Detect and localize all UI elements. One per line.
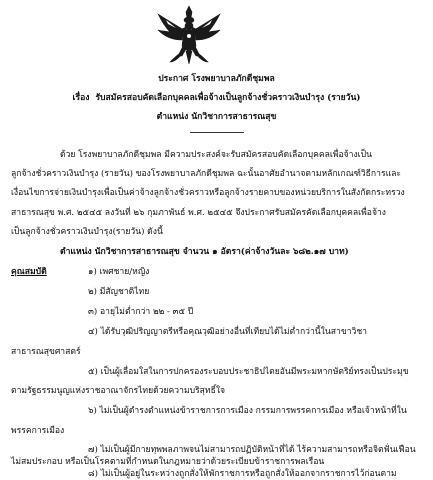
qualification-item-continued: พรรคการเมือง xyxy=(11,426,65,436)
title-divider xyxy=(190,132,244,133)
qualification-item: ๑) เพศชาย/หญิง xyxy=(88,267,150,277)
qualification-item: ๗) ไม่เป็นผู้มีกายทุพพลภาพจนไม่สามารถปฏิบัติหน้าที่ได้ ไร้ความสามารถหรือจิตฟั่นเฟือน xyxy=(88,445,416,455)
subject-text: รับสมัครสอบคัดเลือกบุคคลเพื่อจ้างเป็นลูกจ้างชั่วคราวเงินบำรุง (รายวัน) xyxy=(95,93,361,103)
intro-line: สาธารณสุข พ.ศ. ๒๕๔๕ ลงวันที่ ๒๖ กุมภาพันธ์ พ.ศ. ๒๕๔๕ จึงประกาศรับสมัครคัดเลือกบุคคลเพื่อจ้าง xyxy=(11,208,386,218)
garuda-emblem-icon xyxy=(156,4,222,66)
qualification-item-continued: ไม่สมประกอบ หรือเป็นโรคตามที่กำหนดในกฎหมายว่าด้วยระเบียบข้าราชการพลเรือน xyxy=(11,457,325,467)
qualification-item-continued: สาธารณสุขศาสตร์ xyxy=(11,347,81,357)
qualification-item: ๘) ไม่เป็นผู้อยู่ในระหว่างถูกสั่งให้พักราชการหรือถูกสั่งให้ออกจากราชการไว้ก่อนตาม xyxy=(88,469,397,479)
qualification-item: ๓) อายุไม่ต่ำกว่า ๒๒ - ๓๕ ปี xyxy=(88,307,194,317)
subject-line xyxy=(0,94,433,103)
qualifications-heading: คุณสมบัติ xyxy=(11,267,47,277)
intro-line: เงื่อนไขการจ่ายเงินบำรุงเพื่อเป็นค่าจ้างลูกจ้างชั่วคราวหรือลูกจ้างรายคาบของหน่วยบริการในสังกัดกระทรวง xyxy=(11,188,405,198)
intro-line: เป็นลูกจ้างชั่วคราวเงินบำรุง(รายวัน) ดังนี้ xyxy=(11,227,163,237)
intro-line: ลูกจ้างชั่วคราวเงินบำรุง (รายวัน) ของโรงพยาบาลภักดีชุมพล ฉะนั้นอาศัยอำนาจตามหลักเกณฑ์วิธีการและ xyxy=(11,169,401,179)
qualification-item: ๖) ไม่เป็นผู้ดำรงตำแหน่งข้าราชการการเมือง กรรมการพรรคการเมือง หรือเจ้าหน้าที่ใน xyxy=(88,406,407,416)
intro-line: ด้วย โรงพยาบาลภักดีชุมพล มีความประสงค์จะรับสมัครสอบคัดเลือกบุคคลเพื่อจ้างเป็น xyxy=(60,150,372,160)
announcement-title: ประกาศ โรงพยาบาลภักดีชุมพล xyxy=(158,74,275,84)
qualification-item: ๔) ได้รับวุฒิปริญญาตรีหรือคุณวุฒิอย่างอื่นที่เทียบได้ไม่ต่ำกว่านี้ในสาขาวิชา xyxy=(88,327,368,337)
subject-label: เรื่อง xyxy=(72,93,90,103)
vacancy-line: ตำแหน่ง นักวิชาการสาธารณสุข จำนวน ๑ อัตรา(ค่าจ้างวันละ ๖๘๒.๑๗ บาท) xyxy=(60,247,349,257)
qualification-item: ๕) เป็นผู้เลื่อมใสในการปกครองระบอบประชาธิปไตยอันมีพระมหากษัตริย์ทรงเป็นประมุข xyxy=(88,367,409,377)
qualification-item-continued: ตามรัฐธรรมนูญแห่งราชอาณาจักรไทยด้วยความบริสุทธิ์ใจ xyxy=(11,386,226,396)
position-title: ตำแหน่ง นักวิชาการสาธารณสุข xyxy=(156,112,277,122)
qualification-item: ๒) มีสัญชาติไทย xyxy=(88,287,150,297)
